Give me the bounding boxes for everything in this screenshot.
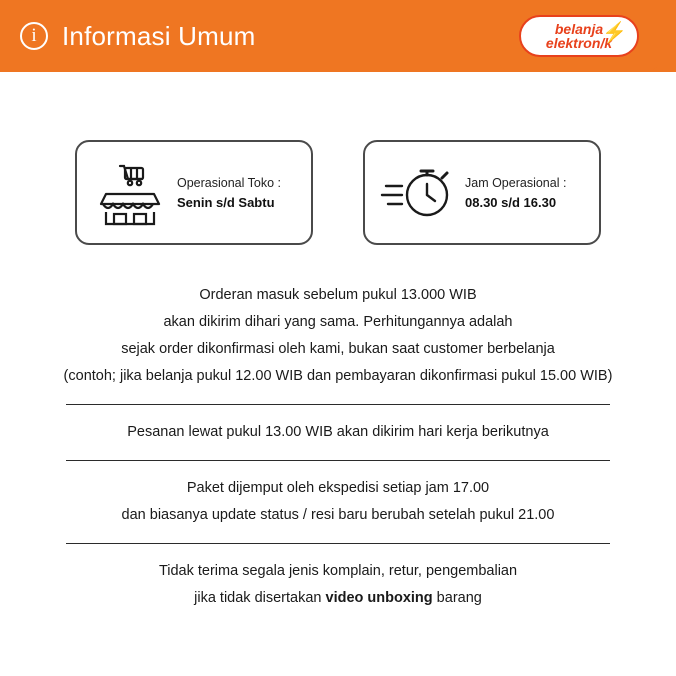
card-operasional-toko bbox=[75, 140, 313, 245]
divider bbox=[66, 404, 610, 405]
card-value: 08.30 s/d 16.30 bbox=[465, 194, 557, 210]
card-text bbox=[177, 174, 281, 212]
info-sections bbox=[0, 282, 676, 612]
stopwatch-icon bbox=[379, 162, 457, 224]
text-line: Orderan masuk sebelum pukul 13.000 WIB bbox=[199, 287, 477, 303]
text-line: Tidak terima segala jenis komplain, retur, pengembalian bbox=[158, 563, 518, 579]
divider bbox=[66, 543, 610, 544]
section-paket-dijemput bbox=[28, 475, 648, 529]
brand-logo-line2: elektron/k bbox=[545, 34, 613, 51]
text-line: (contoh; jika belanja pukul 12.00 WIB dan pembayaran dikonfirmasi pukul 15.00 WIB) bbox=[63, 368, 613, 384]
text-line-unboxing bbox=[28, 585, 648, 612]
section-orderan-masuk bbox=[28, 282, 648, 390]
brand-logo-line1: belanja bbox=[554, 20, 604, 37]
card-value: Senin s/d Sabtu bbox=[177, 194, 275, 210]
section-komplain bbox=[28, 558, 648, 612]
text-bold: video unboxing bbox=[325, 590, 433, 606]
text-line: sejak order dikonfirmasi oleh kami, bukan saat customer berbelanja bbox=[121, 341, 555, 357]
card-jam-operasional bbox=[363, 140, 601, 245]
brand-logo-panel bbox=[497, 0, 661, 72]
brand-logo bbox=[519, 15, 639, 57]
section-pesanan-lewat bbox=[28, 419, 648, 446]
page-title: Informasi Umum bbox=[62, 20, 256, 51]
text-line: akan dikirim dihari yang sama. Perhitungannya adalah bbox=[163, 314, 513, 330]
text-line: dan biasanya update status / resi baru berubah setelah pukul 21.00 bbox=[121, 507, 555, 523]
info-cards bbox=[0, 140, 676, 245]
text-post: barang bbox=[432, 590, 482, 606]
card-label: Operasional Toko : bbox=[177, 175, 281, 190]
lightning-bolt-icon: ⚡ bbox=[602, 22, 627, 44]
card-label: Jam Operasional : bbox=[465, 175, 567, 190]
text-pre: jika tidak disertakan bbox=[194, 590, 326, 606]
text-line: Pesanan lewat pukul 13.00 WIB akan dikirim hari kerja berikutnya bbox=[127, 424, 549, 440]
text-line: Paket dijemput oleh ekspedisi setiap jam 17.00 bbox=[186, 480, 490, 496]
info-circle-icon: i bbox=[20, 22, 48, 50]
card-text bbox=[465, 174, 566, 212]
divider bbox=[66, 460, 610, 461]
store-icon bbox=[91, 160, 169, 226]
page-header bbox=[0, 0, 676, 72]
